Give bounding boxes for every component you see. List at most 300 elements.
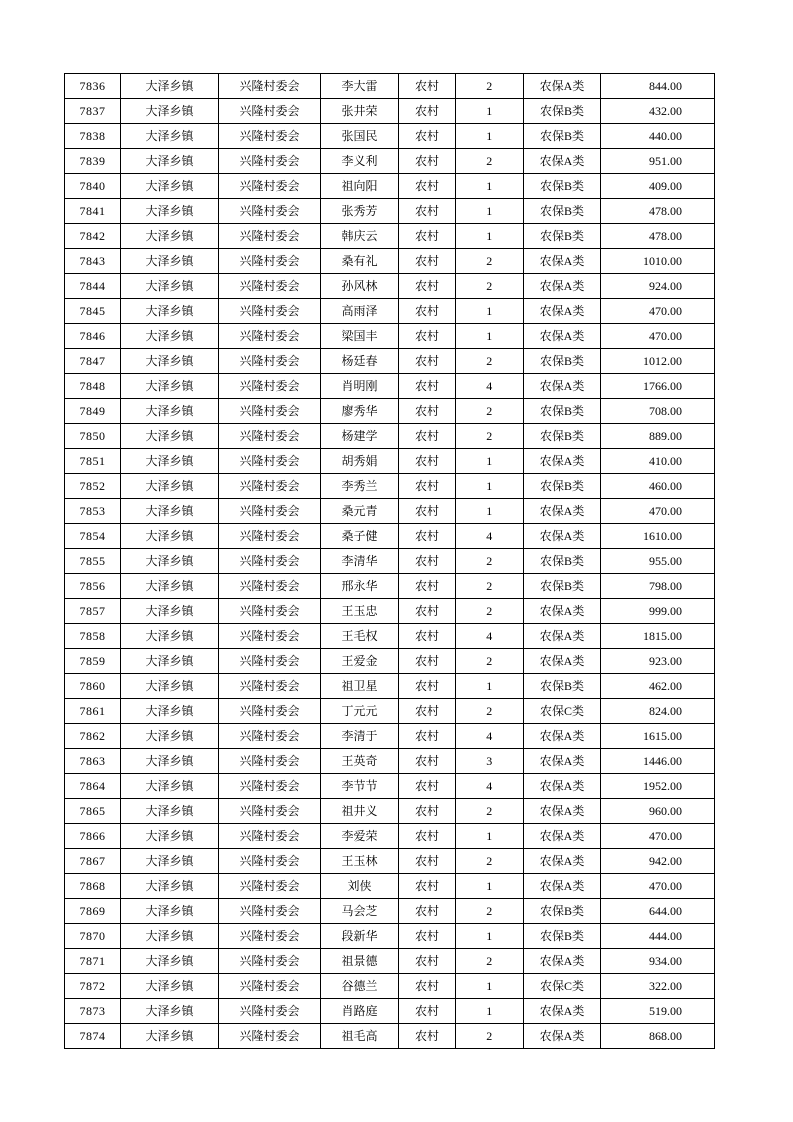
cell-village: 兴隆村委会 bbox=[219, 449, 321, 474]
cell-count: 1 bbox=[456, 924, 524, 949]
cell-household_type: 农村 bbox=[399, 949, 456, 974]
cell-household_type: 农村 bbox=[399, 1024, 456, 1049]
cell-insurance_category: 农保A类 bbox=[524, 799, 601, 824]
cell-serial: 7855 bbox=[65, 549, 121, 574]
cell-amount: 470.00 bbox=[601, 874, 715, 899]
cell-count: 2 bbox=[456, 74, 524, 99]
cell-name: 张井荣 bbox=[321, 99, 399, 124]
cell-amount: 708.00 bbox=[601, 399, 715, 424]
table-row bbox=[65, 424, 715, 449]
cell-town: 大泽乡镇 bbox=[121, 724, 219, 749]
cell-amount: 955.00 bbox=[601, 549, 715, 574]
cell-amount: 824.00 bbox=[601, 699, 715, 724]
cell-town: 大泽乡镇 bbox=[121, 849, 219, 874]
cell-name: 李清于 bbox=[321, 724, 399, 749]
cell-count: 1 bbox=[456, 499, 524, 524]
cell-count: 2 bbox=[456, 949, 524, 974]
cell-amount: 478.00 bbox=[601, 199, 715, 224]
cell-town: 大泽乡镇 bbox=[121, 924, 219, 949]
cell-amount: 1446.00 bbox=[601, 749, 715, 774]
cell-name: 王英奇 bbox=[321, 749, 399, 774]
cell-town: 大泽乡镇 bbox=[121, 499, 219, 524]
cell-name: 张国民 bbox=[321, 124, 399, 149]
cell-serial: 7844 bbox=[65, 274, 121, 299]
cell-household_type: 农村 bbox=[399, 149, 456, 174]
cell-amount: 1615.00 bbox=[601, 724, 715, 749]
cell-serial: 7850 bbox=[65, 424, 121, 449]
cell-amount: 924.00 bbox=[601, 274, 715, 299]
cell-village: 兴隆村委会 bbox=[219, 624, 321, 649]
table-row bbox=[65, 299, 715, 324]
table-row bbox=[65, 224, 715, 249]
cell-village: 兴隆村委会 bbox=[219, 949, 321, 974]
cell-town: 大泽乡镇 bbox=[121, 524, 219, 549]
cell-household_type: 农村 bbox=[399, 974, 456, 999]
cell-count: 4 bbox=[456, 724, 524, 749]
table-row bbox=[65, 774, 715, 799]
cell-town: 大泽乡镇 bbox=[121, 949, 219, 974]
table-row bbox=[65, 499, 715, 524]
cell-serial: 7837 bbox=[65, 99, 121, 124]
cell-household_type: 农村 bbox=[399, 749, 456, 774]
cell-village: 兴隆村委会 bbox=[219, 749, 321, 774]
cell-insurance_category: 农保B类 bbox=[524, 199, 601, 224]
cell-household_type: 农村 bbox=[399, 249, 456, 274]
cell-household_type: 农村 bbox=[399, 324, 456, 349]
cell-village: 兴隆村委会 bbox=[219, 524, 321, 549]
cell-household_type: 农村 bbox=[399, 874, 456, 899]
cell-name: 肖明刚 bbox=[321, 374, 399, 399]
cell-household_type: 农村 bbox=[399, 399, 456, 424]
cell-household_type: 农村 bbox=[399, 549, 456, 574]
cell-household_type: 农村 bbox=[399, 124, 456, 149]
cell-household_type: 农村 bbox=[399, 649, 456, 674]
cell-serial: 7838 bbox=[65, 124, 121, 149]
cell-count: 2 bbox=[456, 799, 524, 824]
cell-household_type: 农村 bbox=[399, 799, 456, 824]
table-row bbox=[65, 474, 715, 499]
cell-name: 高雨泽 bbox=[321, 299, 399, 324]
cell-village: 兴隆村委会 bbox=[219, 574, 321, 599]
table-row bbox=[65, 124, 715, 149]
cell-count: 2 bbox=[456, 399, 524, 424]
cell-name: 李清华 bbox=[321, 549, 399, 574]
table-row bbox=[65, 149, 715, 174]
table-row bbox=[65, 374, 715, 399]
cell-insurance_category: 农保C类 bbox=[524, 699, 601, 724]
cell-serial: 7863 bbox=[65, 749, 121, 774]
cell-household_type: 农村 bbox=[399, 174, 456, 199]
cell-village: 兴隆村委会 bbox=[219, 224, 321, 249]
cell-amount: 470.00 bbox=[601, 824, 715, 849]
cell-insurance_category: 农保A类 bbox=[524, 949, 601, 974]
cell-household_type: 农村 bbox=[399, 224, 456, 249]
cell-town: 大泽乡镇 bbox=[121, 674, 219, 699]
cell-name: 韩庆云 bbox=[321, 224, 399, 249]
cell-name: 胡秀娟 bbox=[321, 449, 399, 474]
cell-town: 大泽乡镇 bbox=[121, 324, 219, 349]
cell-town: 大泽乡镇 bbox=[121, 549, 219, 574]
cell-count: 2 bbox=[456, 599, 524, 624]
cell-town: 大泽乡镇 bbox=[121, 974, 219, 999]
cell-serial: 7873 bbox=[65, 999, 121, 1024]
cell-insurance_category: 农保B类 bbox=[524, 674, 601, 699]
cell-serial: 7862 bbox=[65, 724, 121, 749]
cell-insurance_category: 农保B类 bbox=[524, 549, 601, 574]
table-row bbox=[65, 249, 715, 274]
cell-village: 兴隆村委会 bbox=[219, 599, 321, 624]
cell-village: 兴隆村委会 bbox=[219, 924, 321, 949]
cell-village: 兴隆村委会 bbox=[219, 899, 321, 924]
cell-town: 大泽乡镇 bbox=[121, 774, 219, 799]
cell-count: 1 bbox=[456, 974, 524, 999]
cell-household_type: 农村 bbox=[399, 449, 456, 474]
cell-amount: 460.00 bbox=[601, 474, 715, 499]
table-row bbox=[65, 1024, 715, 1049]
cell-town: 大泽乡镇 bbox=[121, 574, 219, 599]
cell-household_type: 农村 bbox=[399, 474, 456, 499]
cell-amount: 1766.00 bbox=[601, 374, 715, 399]
cell-count: 2 bbox=[456, 649, 524, 674]
cell-amount: 934.00 bbox=[601, 949, 715, 974]
cell-town: 大泽乡镇 bbox=[121, 799, 219, 824]
cell-count: 1 bbox=[456, 299, 524, 324]
table-row bbox=[65, 199, 715, 224]
cell-town: 大泽乡镇 bbox=[121, 99, 219, 124]
cell-count: 2 bbox=[456, 1024, 524, 1049]
cell-town: 大泽乡镇 bbox=[121, 699, 219, 724]
cell-amount: 1012.00 bbox=[601, 349, 715, 374]
cell-count: 2 bbox=[456, 249, 524, 274]
cell-count: 1 bbox=[456, 874, 524, 899]
cell-town: 大泽乡镇 bbox=[121, 624, 219, 649]
cell-name: 祖卫星 bbox=[321, 674, 399, 699]
cell-serial: 7872 bbox=[65, 974, 121, 999]
cell-household_type: 农村 bbox=[399, 349, 456, 374]
cell-name: 李义利 bbox=[321, 149, 399, 174]
table-row bbox=[65, 349, 715, 374]
cell-name: 王爱金 bbox=[321, 649, 399, 674]
cell-serial: 7854 bbox=[65, 524, 121, 549]
cell-village: 兴隆村委会 bbox=[219, 974, 321, 999]
cell-name: 王玉忠 bbox=[321, 599, 399, 624]
cell-serial: 7851 bbox=[65, 449, 121, 474]
cell-serial: 7841 bbox=[65, 199, 121, 224]
cell-village: 兴隆村委会 bbox=[219, 774, 321, 799]
cell-amount: 798.00 bbox=[601, 574, 715, 599]
cell-serial: 7845 bbox=[65, 299, 121, 324]
cell-insurance_category: 农保A类 bbox=[524, 499, 601, 524]
cell-name: 杨建学 bbox=[321, 424, 399, 449]
cell-village: 兴隆村委会 bbox=[219, 199, 321, 224]
cell-amount: 868.00 bbox=[601, 1024, 715, 1049]
cell-count: 2 bbox=[456, 149, 524, 174]
cell-insurance_category: 农保A类 bbox=[524, 149, 601, 174]
cell-name: 桑元青 bbox=[321, 499, 399, 524]
cell-amount: 1815.00 bbox=[601, 624, 715, 649]
cell-count: 4 bbox=[456, 774, 524, 799]
cell-amount: 951.00 bbox=[601, 149, 715, 174]
table-row bbox=[65, 849, 715, 874]
cell-village: 兴隆村委会 bbox=[219, 249, 321, 274]
cell-name: 祖向阳 bbox=[321, 174, 399, 199]
cell-village: 兴隆村委会 bbox=[219, 274, 321, 299]
cell-count: 1 bbox=[456, 199, 524, 224]
cell-household_type: 农村 bbox=[399, 374, 456, 399]
cell-insurance_category: 农保A类 bbox=[524, 774, 601, 799]
cell-town: 大泽乡镇 bbox=[121, 149, 219, 174]
cell-count: 1 bbox=[456, 124, 524, 149]
cell-insurance_category: 农保A类 bbox=[524, 249, 601, 274]
cell-village: 兴隆村委会 bbox=[219, 849, 321, 874]
cell-household_type: 农村 bbox=[399, 424, 456, 449]
cell-town: 大泽乡镇 bbox=[121, 874, 219, 899]
table-row bbox=[65, 549, 715, 574]
cell-amount: 1610.00 bbox=[601, 524, 715, 549]
cell-insurance_category: 农保C类 bbox=[524, 974, 601, 999]
cell-village: 兴隆村委会 bbox=[219, 374, 321, 399]
cell-village: 兴隆村委会 bbox=[219, 674, 321, 699]
cell-village: 兴隆村委会 bbox=[219, 124, 321, 149]
cell-count: 1 bbox=[456, 174, 524, 199]
cell-amount: 322.00 bbox=[601, 974, 715, 999]
table-body bbox=[65, 74, 715, 1049]
cell-household_type: 农村 bbox=[399, 624, 456, 649]
cell-amount: 519.00 bbox=[601, 999, 715, 1024]
cell-amount: 470.00 bbox=[601, 324, 715, 349]
cell-insurance_category: 农保A类 bbox=[524, 649, 601, 674]
cell-household_type: 农村 bbox=[399, 99, 456, 124]
cell-amount: 470.00 bbox=[601, 499, 715, 524]
table-row bbox=[65, 74, 715, 99]
cell-village: 兴隆村委会 bbox=[219, 699, 321, 724]
cell-amount: 960.00 bbox=[601, 799, 715, 824]
cell-town: 大泽乡镇 bbox=[121, 474, 219, 499]
cell-village: 兴隆村委会 bbox=[219, 649, 321, 674]
cell-name: 谷德兰 bbox=[321, 974, 399, 999]
cell-insurance_category: 农保A类 bbox=[524, 524, 601, 549]
cell-serial: 7868 bbox=[65, 874, 121, 899]
cell-insurance_category: 农保A类 bbox=[524, 999, 601, 1024]
cell-household_type: 农村 bbox=[399, 924, 456, 949]
cell-household_type: 农村 bbox=[399, 524, 456, 549]
cell-insurance_category: 农保B类 bbox=[524, 899, 601, 924]
cell-village: 兴隆村委会 bbox=[219, 399, 321, 424]
cell-town: 大泽乡镇 bbox=[121, 599, 219, 624]
cell-town: 大泽乡镇 bbox=[121, 249, 219, 274]
cell-village: 兴隆村委会 bbox=[219, 549, 321, 574]
cell-amount: 409.00 bbox=[601, 174, 715, 199]
cell-name: 王毛权 bbox=[321, 624, 399, 649]
cell-serial: 7861 bbox=[65, 699, 121, 724]
cell-count: 2 bbox=[456, 849, 524, 874]
cell-insurance_category: 农保A类 bbox=[524, 724, 601, 749]
cell-amount: 644.00 bbox=[601, 899, 715, 924]
table-row bbox=[65, 624, 715, 649]
cell-household_type: 农村 bbox=[399, 599, 456, 624]
cell-town: 大泽乡镇 bbox=[121, 824, 219, 849]
cell-serial: 7860 bbox=[65, 674, 121, 699]
table-row bbox=[65, 399, 715, 424]
cell-amount: 440.00 bbox=[601, 124, 715, 149]
table-row bbox=[65, 899, 715, 924]
cell-serial: 7843 bbox=[65, 249, 121, 274]
cell-town: 大泽乡镇 bbox=[121, 899, 219, 924]
table-row bbox=[65, 924, 715, 949]
cell-insurance_category: 农保B类 bbox=[524, 424, 601, 449]
cell-serial: 7846 bbox=[65, 324, 121, 349]
cell-insurance_category: 农保B类 bbox=[524, 124, 601, 149]
cell-amount: 942.00 bbox=[601, 849, 715, 874]
cell-amount: 1952.00 bbox=[601, 774, 715, 799]
cell-household_type: 农村 bbox=[399, 824, 456, 849]
cell-count: 1 bbox=[456, 324, 524, 349]
cell-serial: 7869 bbox=[65, 899, 121, 924]
table-row bbox=[65, 599, 715, 624]
roster-table bbox=[64, 73, 715, 1049]
cell-insurance_category: 农保A类 bbox=[524, 299, 601, 324]
cell-household_type: 农村 bbox=[399, 999, 456, 1024]
cell-name: 祖毛高 bbox=[321, 1024, 399, 1049]
cell-serial: 7848 bbox=[65, 374, 121, 399]
table-row bbox=[65, 99, 715, 124]
cell-serial: 7839 bbox=[65, 149, 121, 174]
cell-household_type: 农村 bbox=[399, 199, 456, 224]
cell-name: 李节节 bbox=[321, 774, 399, 799]
cell-serial: 7853 bbox=[65, 499, 121, 524]
table-row bbox=[65, 324, 715, 349]
table-row bbox=[65, 874, 715, 899]
cell-name: 祖景德 bbox=[321, 949, 399, 974]
table-row bbox=[65, 524, 715, 549]
cell-village: 兴隆村委会 bbox=[219, 174, 321, 199]
cell-serial: 7870 bbox=[65, 924, 121, 949]
cell-name: 梁国丰 bbox=[321, 324, 399, 349]
table-row bbox=[65, 749, 715, 774]
cell-insurance_category: 农保A类 bbox=[524, 849, 601, 874]
cell-village: 兴隆村委会 bbox=[219, 799, 321, 824]
cell-town: 大泽乡镇 bbox=[121, 1024, 219, 1049]
cell-town: 大泽乡镇 bbox=[121, 649, 219, 674]
cell-name: 桑有礼 bbox=[321, 249, 399, 274]
cell-count: 4 bbox=[456, 524, 524, 549]
cell-insurance_category: 农保B类 bbox=[524, 474, 601, 499]
cell-name: 孙风林 bbox=[321, 274, 399, 299]
cell-name: 桑子健 bbox=[321, 524, 399, 549]
cell-town: 大泽乡镇 bbox=[121, 374, 219, 399]
cell-insurance_category: 农保A类 bbox=[524, 449, 601, 474]
cell-insurance_category: 农保A类 bbox=[524, 599, 601, 624]
cell-name: 王玉林 bbox=[321, 849, 399, 874]
cell-name: 肖路庭 bbox=[321, 999, 399, 1024]
cell-household_type: 农村 bbox=[399, 299, 456, 324]
cell-serial: 7864 bbox=[65, 774, 121, 799]
cell-name: 段新华 bbox=[321, 924, 399, 949]
cell-serial: 7856 bbox=[65, 574, 121, 599]
cell-town: 大泽乡镇 bbox=[121, 124, 219, 149]
table-row bbox=[65, 449, 715, 474]
cell-insurance_category: 农保A类 bbox=[524, 749, 601, 774]
cell-amount: 410.00 bbox=[601, 449, 715, 474]
cell-count: 2 bbox=[456, 349, 524, 374]
cell-village: 兴隆村委会 bbox=[219, 1024, 321, 1049]
cell-serial: 7874 bbox=[65, 1024, 121, 1049]
cell-village: 兴隆村委会 bbox=[219, 724, 321, 749]
cell-insurance_category: 农保A类 bbox=[524, 824, 601, 849]
cell-count: 1 bbox=[456, 99, 524, 124]
cell-town: 大泽乡镇 bbox=[121, 199, 219, 224]
cell-town: 大泽乡镇 bbox=[121, 74, 219, 99]
cell-amount: 478.00 bbox=[601, 224, 715, 249]
cell-village: 兴隆村委会 bbox=[219, 824, 321, 849]
table-row bbox=[65, 974, 715, 999]
cell-count: 2 bbox=[456, 549, 524, 574]
cell-count: 1 bbox=[456, 999, 524, 1024]
cell-town: 大泽乡镇 bbox=[121, 224, 219, 249]
cell-amount: 444.00 bbox=[601, 924, 715, 949]
cell-village: 兴隆村委会 bbox=[219, 499, 321, 524]
cell-count: 4 bbox=[456, 374, 524, 399]
cell-insurance_category: 农保A类 bbox=[524, 624, 601, 649]
cell-household_type: 农村 bbox=[399, 774, 456, 799]
cell-amount: 1010.00 bbox=[601, 249, 715, 274]
cell-household_type: 农村 bbox=[399, 849, 456, 874]
table-row bbox=[65, 824, 715, 849]
cell-name: 邢永华 bbox=[321, 574, 399, 599]
cell-village: 兴隆村委会 bbox=[219, 324, 321, 349]
cell-town: 大泽乡镇 bbox=[121, 424, 219, 449]
table-row bbox=[65, 649, 715, 674]
cell-name: 马会芝 bbox=[321, 899, 399, 924]
cell-insurance_category: 农保B类 bbox=[524, 224, 601, 249]
cell-insurance_category: 农保B类 bbox=[524, 349, 601, 374]
cell-town: 大泽乡镇 bbox=[121, 399, 219, 424]
cell-village: 兴隆村委会 bbox=[219, 299, 321, 324]
cell-amount: 844.00 bbox=[601, 74, 715, 99]
cell-town: 大泽乡镇 bbox=[121, 299, 219, 324]
cell-serial: 7852 bbox=[65, 474, 121, 499]
cell-household_type: 农村 bbox=[399, 574, 456, 599]
cell-name: 李大雷 bbox=[321, 74, 399, 99]
cell-household_type: 农村 bbox=[399, 699, 456, 724]
cell-count: 2 bbox=[456, 274, 524, 299]
cell-serial: 7857 bbox=[65, 599, 121, 624]
cell-amount: 923.00 bbox=[601, 649, 715, 674]
table-row bbox=[65, 799, 715, 824]
cell-insurance_category: 农保A类 bbox=[524, 1024, 601, 1049]
cell-village: 兴隆村委会 bbox=[219, 99, 321, 124]
cell-serial: 7858 bbox=[65, 624, 121, 649]
cell-insurance_category: 农保B类 bbox=[524, 399, 601, 424]
cell-amount: 889.00 bbox=[601, 424, 715, 449]
cell-household_type: 农村 bbox=[399, 499, 456, 524]
cell-insurance_category: 农保A类 bbox=[524, 874, 601, 899]
cell-household_type: 农村 bbox=[399, 724, 456, 749]
cell-count: 1 bbox=[456, 824, 524, 849]
cell-insurance_category: 农保B类 bbox=[524, 99, 601, 124]
cell-serial: 7836 bbox=[65, 74, 121, 99]
table-row bbox=[65, 724, 715, 749]
cell-insurance_category: 农保A类 bbox=[524, 324, 601, 349]
cell-name: 李秀兰 bbox=[321, 474, 399, 499]
cell-count: 1 bbox=[456, 449, 524, 474]
cell-name: 祖井义 bbox=[321, 799, 399, 824]
cell-town: 大泽乡镇 bbox=[121, 349, 219, 374]
cell-count: 2 bbox=[456, 899, 524, 924]
cell-insurance_category: 农保B类 bbox=[524, 174, 601, 199]
cell-insurance_category: 农保B类 bbox=[524, 574, 601, 599]
cell-count: 4 bbox=[456, 624, 524, 649]
